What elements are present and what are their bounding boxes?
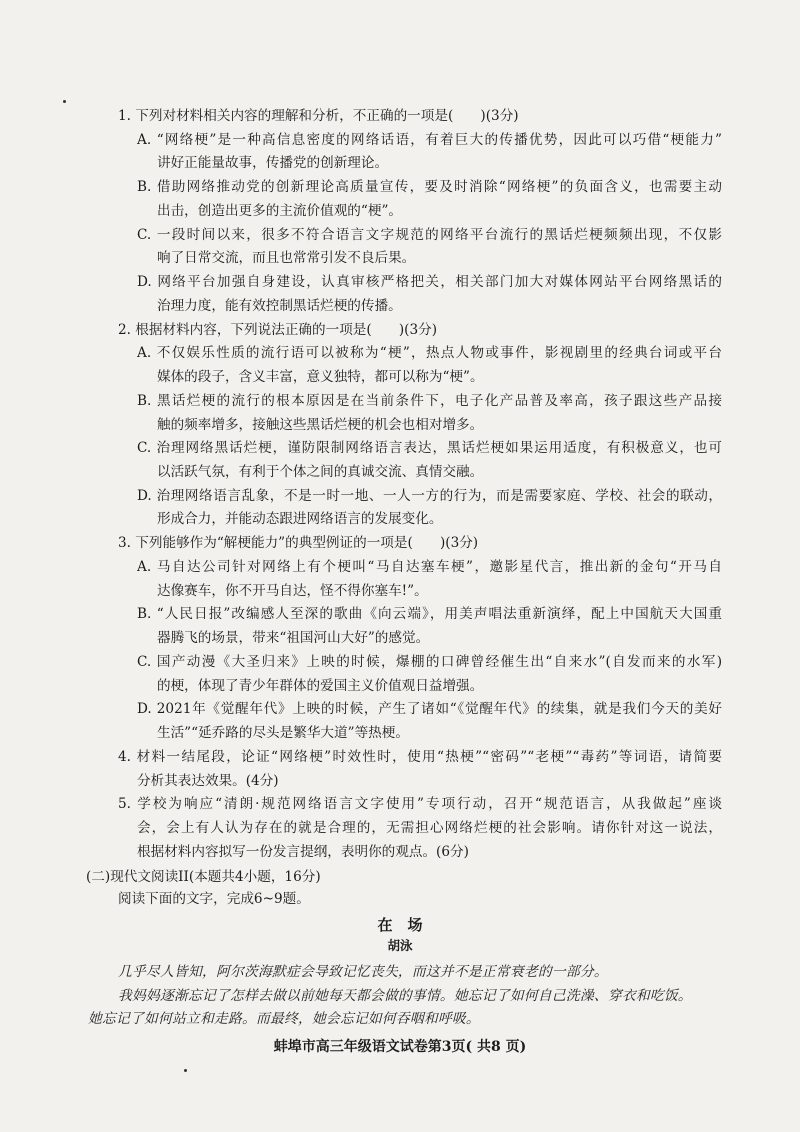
question-3-option-d: D. 2021年《觉醒年代》上映的时候，产生了诸如“《觉醒年代》的续集，就是我们今天的美好 (137, 701, 722, 718)
questions-block (0, 105, 800, 865)
question-3-stem: 3. 下列能够作为“解梗能力”的典型例证的一项是( )(3分) (118, 535, 479, 552)
question-5-stem-cont: 会，会上有人认为存在的就是合理的，无需担心网络烂梗的社会影响。请你针对这一说法， (137, 820, 722, 837)
section-instruction: 阅读下面的文字，完成6~9题。 (118, 891, 310, 907)
question-2-option-b-cont: 触的频率增多，接触这些黑话烂梗的机会也相对增多。 (157, 416, 484, 433)
section-heading: (二)现代文阅读II(本题共4小题，16分) (86, 869, 321, 885)
question-3-option-a-cont: 达像赛车，你不开马自达，怪不得你塞车!”。 (157, 582, 428, 599)
question-2-option-d: D. 治理网络语言乱象，不是一时一地、一人一方的行为，而是需要家庭、学校、社会的联动， (137, 487, 722, 504)
question-3-option-a: A. 马自达公司针对网络上有个梗叫“马自达塞车梗”，邀影星代言，推出新的金句“开马自 (137, 558, 722, 575)
question-1-option-a: A. “网络梗”是一种高信息密度的网络话语，有着巨大的传播优势，因此可以巧借“梗能力” (137, 131, 722, 148)
question-2-option-d-cont: 形成合力，并能动态跟进网络语言的发展变化。 (157, 511, 443, 528)
question-3-option-b-cont: 器腾飞的场景，带来“祖国河山大好”的感觉。 (157, 630, 430, 647)
question-1-option-b-cont: 出击，创造出更多的主流价值观的“梗”。 (157, 202, 402, 219)
question-5-stem: 5. 学校为响应“清朗·规范网络语言文字使用”专项行动，召开“规范语言，从我做起”座谈 (118, 796, 722, 813)
question-2-option-c: C. 治理网络黑话烂梗，谨防限制网络语言表达，黑话烂梗如果运用适度，有积极意义，也可 (137, 440, 722, 457)
question-3-option-c: C. 国产动漫《大圣归来》上映的时候，爆棚的口碑曾经催生出“自来水”(自发而来的水军) (137, 653, 722, 670)
question-2-option-a-cont: 媒体的段子，含义丰富，意义独特，都可以称为“梗”。 (157, 369, 484, 386)
question-3-option-b: B. “人民日报”改编感人至深的歌曲《向云端》，用美声唱法重新演绎，配上中国航天大国重 (137, 606, 722, 623)
scan-speck (184, 1069, 187, 1072)
question-1-option-c-cont: 响了日常交流，而且也常常引发不良后果。 (157, 250, 416, 267)
question-4-stem-cont: 分析其表达效果。(4分) (137, 772, 279, 789)
question-3-option-c-cont: 的梗，体现了青少年群体的爱国主义价值观日益增强。 (157, 677, 484, 694)
question-3-option-d-cont: 生活”“延乔路的尽头是繁华大道”等热梗。 (157, 725, 409, 742)
article-author: 胡泳 (387, 938, 413, 953)
question-1-option-d: D. 网络平台加强自身建设，认真审核严格把关，相关部门加大对媒体网站平台网络黑话的 (137, 274, 722, 291)
question-2-option-a: A. 不仅娱乐性质的流行语可以被称为“梗”，热点人物或事件，影视剧里的经典台词或平台 (137, 345, 722, 362)
question-2-option-b: B. 黑话烂梗的流行的根本原因是在当前条件下，电子化产品普及率高，孩子跟这些产品接 (137, 392, 722, 409)
question-1-option-a-cont: 讲好正能量故事，传播党的创新理论。 (157, 155, 389, 172)
scan-speck (63, 100, 66, 103)
handwritten-line: 她忘记了如何站立和走路。而最终，她会忘记如何吞咽和呼吸。 (88, 1011, 480, 1027)
question-4-stem: 4. 材料一结尾段，论证“网络梗”时效性时，使用“热梗”“密码”“老梗”“毒药”等词语，请简要 (118, 748, 722, 765)
handwritten-line: 几乎尽人皆知，阿尔茨海默症会导致记忆丧失，而这并不是正常衰老的一部分。 (118, 964, 608, 980)
question-1-stem: 1. 下列对材料相关内容的理解和分析，不正确的一项是( )(3分) (118, 108, 519, 124)
handwritten-line: 我妈妈逐渐忘记了怎样去做以前她每天都会做的事情。她忘记了如何自己洗澡、穿衣和吃饭。 (118, 988, 692, 1004)
question-1-option-d-cont: 治理力度，能有效控制黑话烂梗的传播。 (157, 297, 402, 314)
question-1-option-b: B. 借助网络推动党的创新理论高质量宣传，要及时消除“网络梗”的负面含义，也需要主动 (137, 179, 722, 196)
question-1-option-c: C. 一段时间以来，很多不符合语言文字规范的网络平台流行的黑话烂梗频频出现，不仅影 (137, 226, 722, 243)
page-footer: 蚌埠市高三年级语文试卷第3页( 共8 页) (273, 1039, 527, 1055)
question-2-option-c-cont: 以活跃气氛，有利于个体之间的真诚交流、真情交融。 (157, 464, 484, 481)
article-title: 在 场 (377, 916, 423, 934)
question-2-stem: 2. 根据材料内容，下列说法正确的一项是( )(3分) (118, 321, 438, 338)
question-5-stem-cont: 根据材料内容拟写一份发言提纲，表明你的观点。(6分) (137, 843, 469, 860)
